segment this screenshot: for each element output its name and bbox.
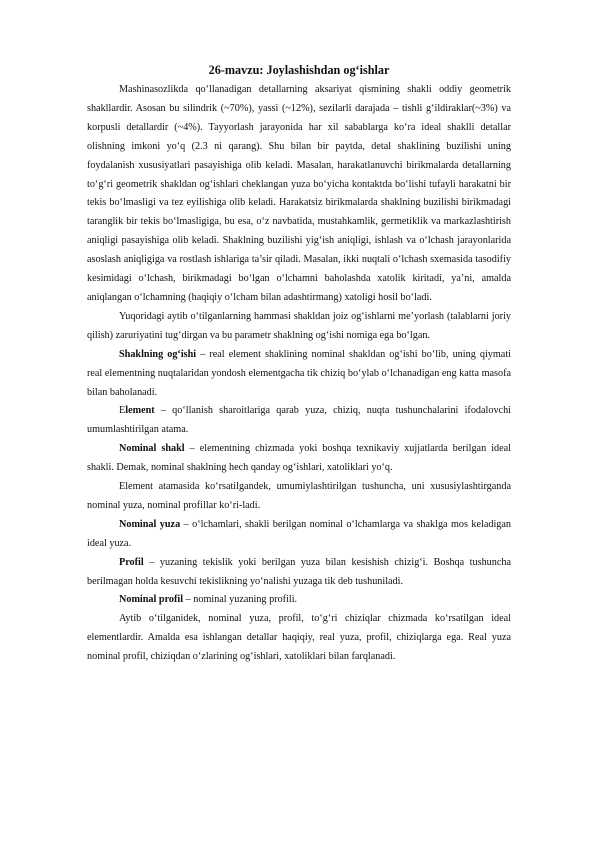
definition-element bbox=[87, 402, 511, 440]
definition-term: Nominal profil bbox=[119, 594, 184, 606]
document-page bbox=[87, 62, 511, 667]
definition-term: Shaklning og‘ishi bbox=[119, 348, 197, 360]
page-title: 26-mavzu: Joylashishdan og‘ishlar bbox=[208, 63, 390, 77]
definition-text: – o‘lchamlari, shakli berilgan nominal o‘lchamlarga va shaklga mos keladigan ideal yuza. bbox=[87, 518, 511, 549]
paragraph-summary: Yuqoridagi aytib o‘tilganlarning hammasi shakldan joiz og‘ishlarni me’yorlash (talablarni joriy qilish) zaruriyatini tug‘dirgan va bu parametr shaklning og‘ishi nomiga ega bo‘lgan. bbox=[87, 310, 511, 341]
paragraph-intro: Mashinasozlikda qo‘llanadigan detallarning aksariyat qismining shakli oddiy geometrik shakllardir. Asosan bu silindrik (~70%), yassi (~12%), sezilarli darajada – tishli g‘ildiraklar(~3%) va korpusli detallardir (~4%). Tayyorlash jarayonida har xil sabablarga ko‘ra ideal shaklli detallar olishning imkoni yo‘q (2.3 ni qarang). Shu bilan bir paytda, detal shaklining buzilishi uning foydalanish xususiyatlari pasayishiga olib keladi. Masalan, harakatlanuvchi birikmalarda detallarning to‘g‘ri geometrik shakldan og‘ishlari cheklangan yuza bo‘yicha kontaktda bo‘lishi tufayli harakatni bir tekis bo‘lmasligi va tez eyilishiga olib keladi. Harakatsiz birikmalarda shaklning buzilishi birikmadagi taranglik bir tekis bo‘lmasligiga, bu esa, o‘z navbatida, mustahkamlik, germetiklik va markazlashtirish aniqligi pasayishiga olib keladi. Shaklning buzilishi yig‘ish aniqligi, ishlash va o‘lchash jarayonlarida asoslash aniqligiga va rostlash ishlariga ta’sir qiladi. Masalan, ikki nuqtali o‘lchash sxemasida tasodifiy kesimidagi o‘lchash, birikmadagi bo‘lgan o‘lchamni baholashda xatolik kiritadi, ya’ni, amalda aniqlangan o‘lchamning (haqiqiy o‘lcham bilan adashtirmang) xatoligi hosil bo‘ladi. bbox=[87, 84, 511, 303]
definition-shape-deviation bbox=[87, 346, 511, 403]
definition-nominal-shape bbox=[87, 440, 511, 478]
definition-nominal-surface bbox=[87, 516, 511, 554]
definition-term: Nominal shakl bbox=[119, 443, 185, 455]
definition-text: – nominal yuzaning profili. bbox=[183, 594, 298, 606]
definition-text: – yuzaning tekislik yoki berilgan yuza bilan kesishish chizig‘i. Boshqa tushuncha berilmagan holda kesuvchi tekislikning yo‘nalishi yuzaga tik deb tushuniladi. bbox=[87, 556, 511, 587]
definition-text: – real element shaklining nominal shakldan og‘ishi bo‘lib, uning qiymati real elementning nuqtalaridan yondosh elementgacha tik chiziq bo‘ylab o‘lchanadigan eng katta masofa bilan baholanadi. bbox=[87, 348, 511, 398]
paragraph-conclusion: Aytib o‘tilganidek, nominal yuza, profil, to‘g‘ri chiziqlar chizmada ko‘rsatilgan ideal elementlardir. Amalda esa ishlangan detallar haqiqiy, real yuza, profil, chiziqlarga ega. Real yuza nominal profil, chiziqdan o‘zlarining og‘ishlari, xatoliklari bilan farqlanadi. bbox=[87, 613, 511, 663]
definition-text: – qo‘llanish sharoitlariga qarab yuza, chiziq, nuqta tushunchalarini ifodalovchi umumlashtirilgan atama. bbox=[87, 405, 511, 436]
definition-profile bbox=[87, 554, 511, 592]
definition-term: lement bbox=[125, 405, 155, 417]
definition-text: – elementning chizmada yoki boshqa texnikaviy xujjatlarda berilgan ideal shakli. Demak, nominal shaklning hech qanday og‘ishlari, xatoliklari yo‘q. bbox=[87, 443, 511, 474]
paragraph-element-note: Element atamasida ko‘rsatilgandek, umumiylashtirilgan tushuncha, uni xususiylashtirganda nominal yuza, nominal profillar ko‘ri-ladi. bbox=[87, 481, 511, 511]
definition-term-prefix: E bbox=[119, 405, 126, 417]
definition-term: Profil bbox=[119, 556, 144, 568]
definition-nominal-profile bbox=[87, 591, 511, 610]
definition-term: Nominal yuza bbox=[119, 518, 181, 530]
